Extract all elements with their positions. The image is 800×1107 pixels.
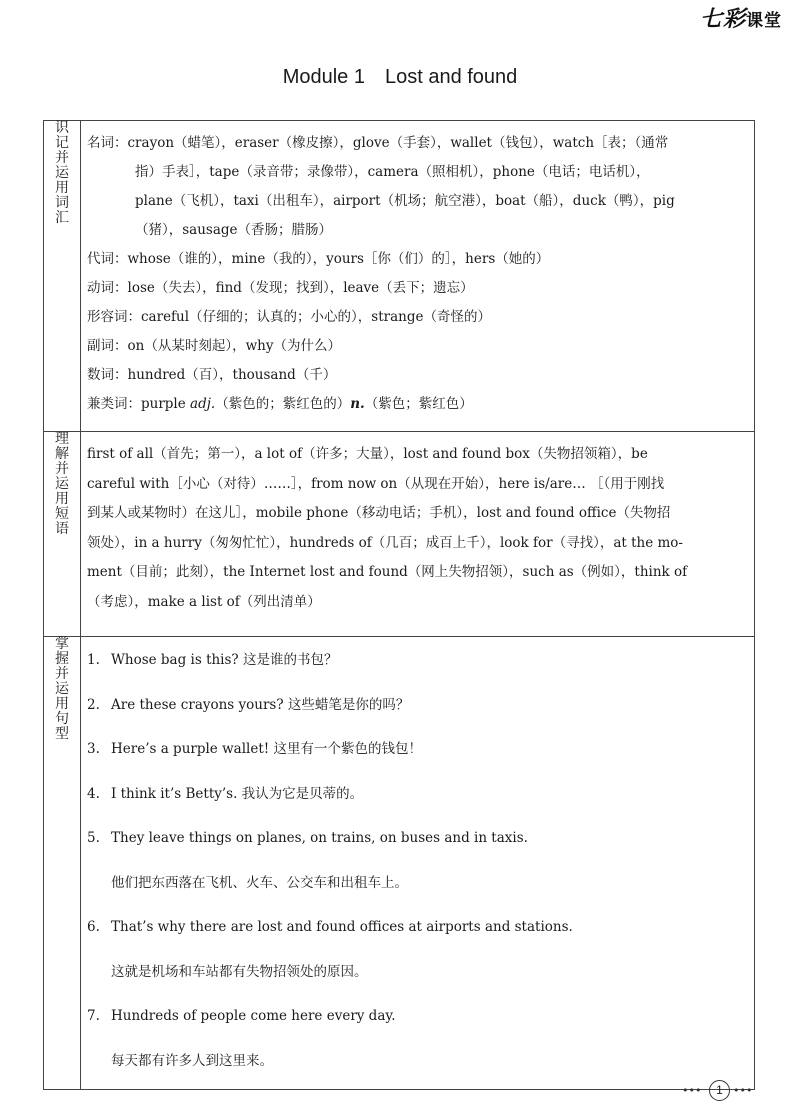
sentence-item: 6. That’s why there are lost and found offices at airports and stations.	[87, 919, 573, 935]
phrase-line: 领处），in a hurry（匆匆忙忙），hundreds of（几百；成百上千），look for（寻找），at the mo-	[87, 534, 683, 551]
sentence-item: 4. I think it’s Betty’s. 我认为它是贝蒂的。	[87, 785, 364, 802]
phrase-line: 到某人或某物时）在这儿］，mobile phone（移动电话；手机），lost and found office（失物招	[87, 505, 671, 521]
page-number-dots-right: •••	[733, 1084, 753, 1097]
sentence-item: 1. Whose bag is this? 这是谁的书包？	[87, 652, 338, 668]
vocab-line: 指）手表］，tape（录音带；录像带），camera（照相机），phone（电话；电话机），	[135, 164, 650, 180]
summary-table	[43, 120, 755, 1090]
vocab-side-label: 识 记 并 运 用 词 汇	[44, 121, 81, 432]
sentence-translation: 每天都有许多人到这里来。	[111, 1052, 273, 1069]
page-number-dots-left: •••	[682, 1084, 702, 1097]
phrase-line: first of all（首先；第一），a lot of（许多；大量），lost and found box（失物招领箱），be	[87, 446, 648, 462]
vocab-line: plane（飞机），taxi（出租车），airport（机场；航空港），boat（船），duck（鸭），pig	[135, 193, 675, 209]
sentence-item: 7. Hundreds of people come here every day.	[87, 1008, 396, 1024]
sentence-translation: 这就是机场和车站都有失物招领处的原因。	[111, 963, 368, 980]
vocab-line: 数词：hundred（百），thousand（千）	[87, 367, 337, 383]
sentence-translation: 他们把东西落在飞机、火车、公交车和出租车上。	[111, 874, 408, 891]
phrase-line: ment（目前；此刻），the Internet lost and found（网上失物招领），such as（例如），think of	[87, 564, 688, 580]
brand-logo	[700, 2, 782, 33]
sentences-section	[44, 637, 755, 1090]
vocab-section	[44, 121, 755, 432]
sentence-item: 2. Are these crayons yours? 这些蜡笔是你的吗？	[87, 696, 410, 713]
pos-adj: adj.	[190, 396, 216, 412]
vocab-line: 代词：whose（谁的），mine（我的），yours［你（们）的］，hers（她的）	[87, 251, 550, 267]
phrases-section	[44, 432, 755, 637]
vocab-content	[81, 121, 755, 432]
vocab-line: 形容词：careful（仔细的；认真的；小心的），strange（奇怪的）	[87, 309, 491, 325]
vocab-line: 名词：crayon（蜡笔），eraser（橡皮擦），glove（手套），wallet（钱包），watch［表；（通常	[87, 135, 669, 151]
sentences-side-label: 掌 握 并 运 用 句 型	[44, 637, 81, 1090]
page-number	[682, 1080, 756, 1102]
phrases-side-label: 理 解 并 运 用 短 语	[44, 432, 81, 637]
sentence-item: 3. Here’s a purple wallet! 这里有一个紫色的钱包！	[87, 741, 422, 757]
sentences-content	[81, 637, 755, 1090]
phrase-line: （考虑），make a list of（列出清单）	[87, 593, 321, 610]
vocab-line: （猪），sausage（香肠；腊肠）	[135, 222, 333, 238]
brand-name: 七彩	[699, 7, 746, 32]
sentence-item: 5. They leave things on planes, on trains, on buses and in taxis.	[87, 830, 528, 846]
phrases-content	[81, 432, 755, 637]
vocab-line: 动词：lose（失去），find（发现；找到），leave（丢下；遗忘）	[87, 280, 474, 296]
page-number-circle: 1	[709, 1080, 730, 1101]
page-title: Module 1 Lost and found	[282, 66, 518, 88]
vocab-line-multi-pos: 兼类词：purple adj.（紫色的；紫红色的）n.（紫色；紫红色）	[87, 396, 473, 412]
phrase-line: careful with［小心（对待）……］，from now on（从现在开始），here is/are… ［（用于刚找	[87, 475, 665, 492]
vocab-line: 副词：on（从某时刻起），why（为什么）	[87, 338, 341, 354]
pos-noun: n.	[350, 396, 365, 412]
brand-suffix: 课堂	[746, 11, 782, 31]
